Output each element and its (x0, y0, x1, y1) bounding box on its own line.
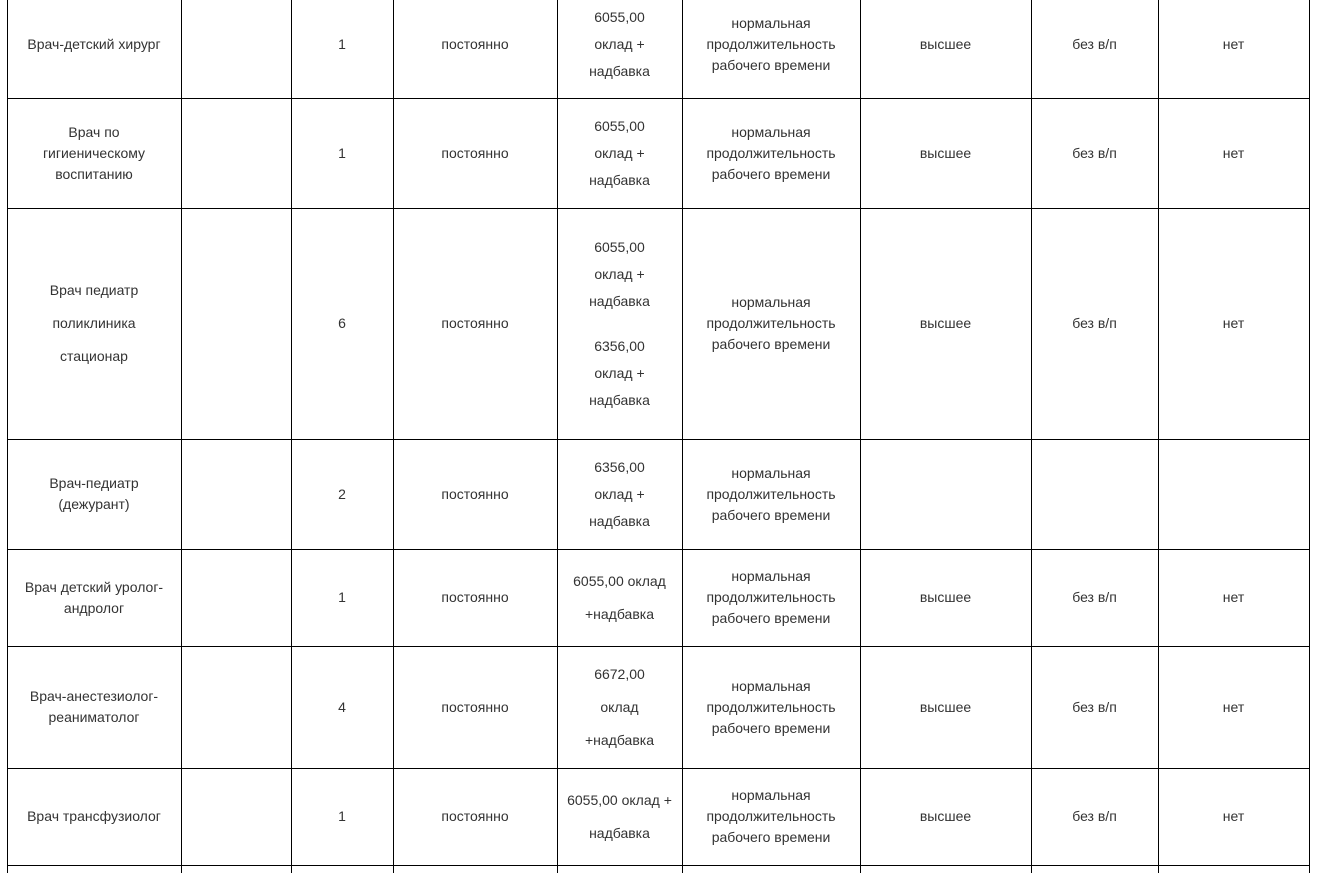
salary-line: надбавка (589, 171, 650, 188)
table-cell-extra (1158, 439, 1309, 549)
extra-value: нет (1222, 698, 1245, 715)
hours-line: продолжительность (706, 144, 836, 161)
table-cell-extra (1158, 549, 1309, 646)
table-cell-term (393, 646, 557, 768)
hours-line: нормальная (731, 568, 811, 584)
experience-value: без в/п (1072, 589, 1117, 605)
salary-line: оклад + (594, 364, 645, 381)
position-line: Врач детский уролог- (24, 578, 164, 595)
position-line: Врач педиатр (49, 282, 139, 298)
table-cell-position (7, 0, 181, 98)
position-line: стационар (60, 348, 128, 364)
hours-line: нормальная (731, 787, 811, 803)
extra-value: нет (1222, 808, 1245, 824)
experience-value: без в/п (1072, 698, 1117, 715)
hours-line: рабочего времени (711, 506, 831, 523)
table-cell-position (7, 549, 181, 646)
table-cell-hours (682, 98, 860, 208)
term-value: постоянно (441, 589, 509, 605)
hours-line: нормальная (731, 123, 811, 140)
table-cell-salary (557, 0, 682, 98)
experience-value: без в/п (1072, 144, 1117, 161)
salary-line: +надбавка (584, 605, 654, 622)
table-cell-education (860, 208, 1031, 439)
position-line: Врач трансфузиолог (27, 808, 161, 824)
salary-line: надбавка (589, 62, 650, 79)
hours-line: продолжительность (706, 589, 836, 605)
table-cell-position (7, 439, 181, 549)
extra-value: нет (1222, 315, 1245, 331)
table-cell-salary (557, 98, 682, 208)
table-cell-education (860, 646, 1031, 768)
hours-line: рабочего времени (711, 165, 831, 182)
table-cell-position (7, 208, 181, 439)
position-line: поликлиника (52, 315, 136, 331)
count-value: 2 (338, 485, 346, 502)
experience-value: без в/п (1072, 808, 1117, 824)
empty-cell (181, 208, 291, 439)
hours-line: продолжительность (706, 485, 836, 502)
salary-line: 6055,00 (594, 8, 645, 25)
position-line: Врач-детский хирург (27, 35, 161, 52)
hours-line: нормальная (731, 464, 811, 481)
table-cell-count (291, 549, 393, 646)
education-value: высшее (919, 35, 972, 52)
extra-value: нет (1222, 35, 1245, 52)
table-cell-experience (1031, 98, 1158, 208)
extra-value: нет (1222, 589, 1245, 605)
hours-line: нормальная (731, 14, 811, 31)
term-value: постоянно (441, 35, 509, 52)
table-cell-salary (557, 646, 682, 768)
table-cell-experience (1031, 549, 1158, 646)
table-cell-count (291, 0, 393, 98)
hours-line: нормальная (731, 677, 811, 694)
row-border (7, 865, 1310, 866)
term-value: постоянно (441, 144, 509, 161)
empty-cell (181, 768, 291, 865)
table-cell-experience (1031, 439, 1158, 549)
hours-line: рабочего времени (711, 56, 831, 73)
count-value: 1 (338, 589, 346, 605)
table-cell-extra (1158, 0, 1309, 98)
table-cell-term (393, 549, 557, 646)
extra-value: нет (1222, 144, 1245, 161)
table-cell-salary (557, 208, 682, 439)
salary-line: надбавка (589, 824, 650, 841)
table-cell-extra (1158, 208, 1309, 439)
count-value: 4 (338, 698, 346, 715)
experience-value: без в/п (1072, 35, 1117, 52)
position-line: (дежурант) (58, 496, 130, 512)
table-cell-hours (682, 208, 860, 439)
table-cell-hours (682, 549, 860, 646)
hours-line: рабочего времени (711, 610, 831, 626)
table-cell-position (7, 768, 181, 865)
salary-line: 6055,00 (594, 238, 645, 255)
table-cell-count (291, 98, 393, 208)
empty-cell (181, 646, 291, 768)
count-value: 1 (338, 35, 346, 52)
salary-line: 6356,00 (594, 458, 645, 475)
position-line: андролог (63, 599, 125, 616)
table-cell-count (291, 768, 393, 865)
education-value: высшее (919, 698, 972, 715)
term-value: постоянно (441, 485, 509, 502)
hours-line: продолжительность (706, 698, 836, 715)
table-cell-education (860, 768, 1031, 865)
salary-line: оклад + (594, 485, 645, 502)
term-value: постоянно (441, 698, 509, 715)
count-value: 6 (338, 315, 346, 331)
table-cell-salary (557, 549, 682, 646)
position-line: гигиеническому (42, 144, 146, 161)
table-cell-hours (682, 768, 860, 865)
hours-line: продолжительность (706, 35, 836, 52)
table-cell-count (291, 646, 393, 768)
table-cell-education (860, 98, 1031, 208)
table-cell-term (393, 98, 557, 208)
salary-line: оклад + (594, 35, 645, 52)
salary-line: надбавка (589, 512, 650, 529)
position-line: Врач-педиатр (49, 475, 139, 491)
salary-line: 6055,00 (594, 117, 645, 134)
table-cell-experience (1031, 646, 1158, 768)
salary-line: 6055,00 оклад (573, 572, 666, 589)
education-value: высшее (919, 315, 972, 331)
table-cell-term (393, 0, 557, 98)
position-line: Врач-анестезиолог- (29, 688, 159, 704)
table-cell-term (393, 768, 557, 865)
hours-line: рабочего времени (711, 336, 831, 352)
table-cell-count (291, 439, 393, 549)
table-cell-salary (557, 768, 682, 865)
salary-line: 6672,00 (594, 665, 645, 682)
hours-line: нормальная (731, 294, 811, 310)
empty-cell (181, 549, 291, 646)
table-cell-extra (1158, 768, 1309, 865)
table-cell-experience (1031, 208, 1158, 439)
table-cell-education (860, 439, 1031, 549)
education-value: высшее (919, 808, 972, 824)
experience-value: без в/п (1072, 315, 1117, 331)
empty-cell (181, 0, 291, 98)
hours-line: продолжительность (706, 808, 836, 824)
position-line: реаниматолог (48, 709, 140, 725)
salary-line: оклад + (594, 144, 645, 161)
term-value: постоянно (441, 315, 509, 331)
salary-line: надбавка (589, 391, 650, 408)
hours-line: рабочего времени (711, 719, 831, 736)
salary-line: 6356,00 (594, 337, 645, 354)
table-cell-term (393, 208, 557, 439)
term-value: постоянно (441, 808, 509, 824)
position-line: воспитанию (55, 165, 133, 182)
table-cell-education (860, 0, 1031, 98)
education-value: высшее (919, 144, 972, 161)
count-value: 1 (338, 808, 346, 824)
table-cell-extra (1158, 98, 1309, 208)
salary-line: оклад (600, 698, 639, 715)
salary-line: 6055,00 оклад + (567, 791, 672, 808)
table-cell-hours (682, 0, 860, 98)
hours-line: рабочего времени (711, 829, 831, 845)
table-cell-count (291, 208, 393, 439)
table-cell-hours (682, 646, 860, 768)
table-cell-experience (1031, 0, 1158, 98)
count-value: 1 (338, 144, 346, 161)
salary-line: +надбавка (584, 731, 654, 748)
education-value: высшее (919, 589, 972, 605)
table-cell-education (860, 549, 1031, 646)
table-cell-term (393, 439, 557, 549)
empty-cell (181, 98, 291, 208)
table-cell-position (7, 98, 181, 208)
table-cell-hours (682, 439, 860, 549)
position-line: Врач по (68, 123, 120, 140)
hours-line: продолжительность (706, 315, 836, 331)
table-cell-salary (557, 439, 682, 549)
table-cell-extra (1158, 646, 1309, 768)
salary-line: надбавка (589, 292, 650, 309)
table-cell-position (7, 646, 181, 768)
salary-line: оклад + (594, 265, 645, 282)
column-border (1309, 0, 1310, 873)
table-cell-experience (1031, 768, 1158, 865)
empty-cell (181, 439, 291, 549)
